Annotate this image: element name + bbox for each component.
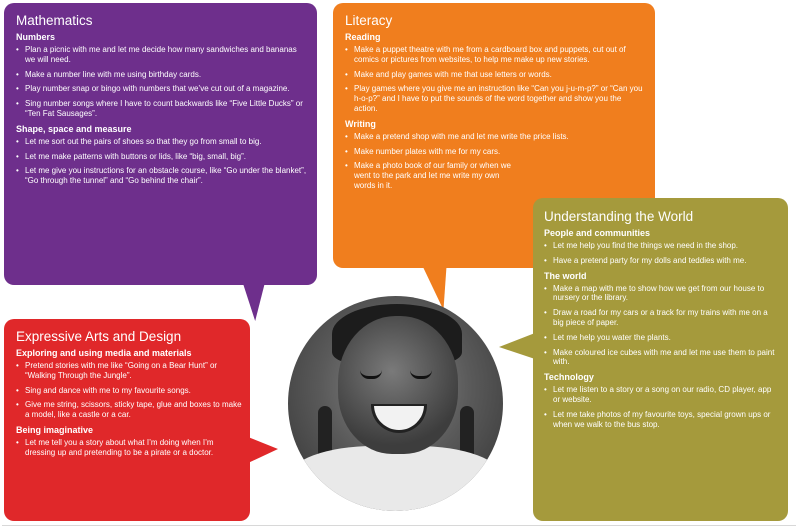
bullet-list [16,438,242,458]
mathematics-title: Mathematics [16,13,93,28]
list-item: • Make a pretend shop with me and let me write the price lists. [345,132,644,142]
bubble-tail [499,333,535,359]
list-item: • Let me make patterns with buttons or lids, like “big, small, big”. [16,152,307,162]
list-item: • Let me give you instructions for an obstacle course, like “Go under the blanket”, “Go through the tunnel” and “Go behind the chair”. [16,166,307,186]
list-item: • Make a photo book of our family or when we went to the park and let me write my own words in it. [345,161,517,190]
section-heading: Reading [345,32,381,42]
list-item: • Make coloured ice cubes with me and let me use them to paint with. [544,348,778,368]
shirt-shape [288,446,503,511]
list-item: • Make a map with me to show how we get from our house to nursery or the library. [544,284,778,304]
list-item: • Sing number songs where I have to count backwards like “Five Little Ducks” or “Ten Fat Sausages”. [16,99,307,119]
bubble-tail [248,437,278,463]
bullet-list [544,241,778,266]
bullet-list [16,137,307,186]
list-item: • Have a pretend party for my dolls and teddies with me. [544,256,778,266]
face-shape [338,316,458,454]
bullet-list [16,45,307,119]
literacy-title: Literacy [345,13,393,28]
section-heading: Writing [345,118,376,129]
bullet-list [544,385,778,429]
mathematics-bubble [4,3,317,285]
list-item: • Let me help you find the things we need in the shop. [544,241,778,251]
bullet-list [16,361,242,420]
arts-bubble [4,319,250,521]
section-heading: Being imaginative [16,424,94,435]
section-heading: Exploring and using media and materials [16,348,192,358]
section-heading: Technology [544,372,594,383]
list-item: • Let me take photos of my favourite toys, special grown ups or when we walk to the bus stop. [544,410,778,430]
list-item: • Sing and dance with me to my favourite songs. [16,386,242,396]
section-heading: People and communities [544,228,651,238]
section-heading: The world [544,270,587,281]
world-title: Understanding the World [544,209,694,224]
section-heading: Numbers [16,32,56,42]
list-item: • Give me string, scissors, sticky tape, glue and boxes to make a model, like a castle or a car. [16,400,242,420]
list-item: • Draw a road for my cars or a track for my trains with me on a big piece of paper. [544,308,778,328]
list-item: • Let me tell you a story about what I’m doing when I’m dressing up and pretending to be a pirate or a doctor. [16,438,242,458]
list-item: • Plan a picnic with me and let me decide how many sandwiches and bananas we will need. [16,45,307,65]
world-bubble [533,198,788,521]
list-item: • Make a number line with me using birthday cards. [16,70,307,80]
list-item: • Let me help you water the plants. [544,333,778,343]
list-item: • Make number plates with me for my cars. [345,147,517,157]
bottom-divider [2,525,796,526]
bullet-list [544,284,778,368]
section-heading: Shape, space and measure [16,123,132,134]
bullet-list [345,45,645,114]
list-item: • Pretend stories with me like “Going on a Bear Hunt” or “Walking Through the Jungle”. [16,361,242,381]
bubble-tail [243,283,277,321]
arts-title: Expressive Arts and Design [16,329,182,344]
list-item: • Make a puppet theatre with me from a cardboard box and puppets, cut out of comics or pictures from websites, to help me make up new stories. [345,45,645,65]
child-photo [288,296,503,511]
list-item: • Play number snap or bingo with numbers that we’ve cut out of a magazine. [16,84,307,94]
list-item: • Make and play games with me that use letters or words. [345,70,645,80]
list-item: • Play games where you give me an instruction like “Can you j-u-m-p?” or “Can you h-o-p?” and I have to put the sounds of the word together and show you the action. [345,84,645,113]
list-item: • Let me listen to a story or a song on our radio, CD player, app or website. [544,385,778,405]
bullet-list [345,131,569,191]
list-item: • Let me sort out the pairs of shoes so that they go from small to big. [16,137,307,147]
